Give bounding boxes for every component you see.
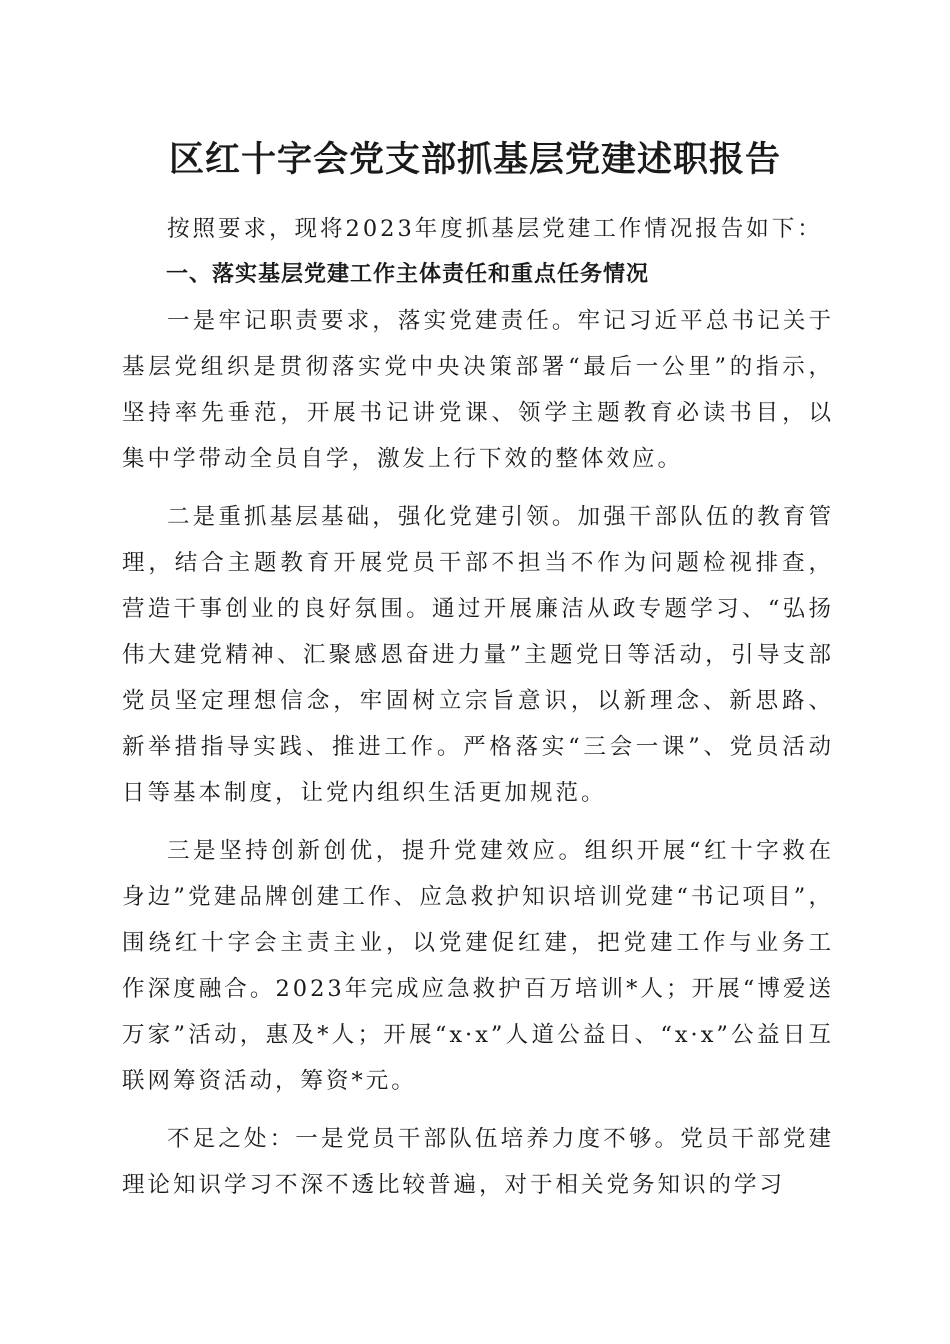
paragraph-2-text: 加强干部队伍的教育管理，结合主题教育开展党员干部不担当不作为问题检视排查，营造干事创业的良好氛围。通过开展廉洁从政专题学习、“弘扬伟大建党精神、汇聚感恩奋进力量”主题党日等活动，引导支部党员坚定理想信念，牢固树立宗旨意识，以新理念、新思路、新举措指导实践、推进工作。严格落实“三会一课”、党员活动日等基本制度，让党内组织生活更加规范。 <box>122 504 834 806</box>
intro-paragraph: 按照要求，现将2023年度抓基层党建工作情况报告如下： <box>167 216 823 242</box>
paragraph-1-text: 牢记习近平总书记关于基层党组织是贯彻落实党中央决策部署“最后一公里”的指示，坚持率先垂范，开展书记讲党课、领学主题教育必读书目，以集中学带动全员自学，激发上行下效的整体效应。 <box>122 308 834 472</box>
paragraph-1-lead: 一是牢记职责要求，落实党建责任。 <box>167 308 578 334</box>
document-title: 区红十字会党支部抓基层党建述职报告 <box>168 139 781 180</box>
paragraph-3-lead: 三是坚持创新创优，提升党建效应。 <box>167 838 585 864</box>
document-body <box>122 203 834 1208</box>
paragraph-3 <box>122 828 834 1104</box>
section-heading: 一、落实基层党建工作主体责任和重点任务情况 <box>166 262 650 287</box>
paragraph-2-lead: 二是重抓基层基础，强化党建引领。 <box>167 504 578 530</box>
paragraph-2 <box>122 494 834 816</box>
paragraph-3-text: 组织开展“红十字救在身边”党建品牌创建工作、应急救护知识培训党建“书记项目”，围绕红十字会主责主业，以党建促红建，把党建工作与业务工作深度融合。2023年完成应急救护百万培训*人；开展“博爱送万家”活动，惠及*人；开展“x·x”人道公益日、“x·x”公益日互联网筹资活动，筹资*元。 <box>122 838 834 1094</box>
paragraph-1 <box>122 298 834 482</box>
paragraph-4: 不足之处：一是党员干部队伍培养力度不够。党员干部党建理论知识学习不深不透比较普遍，对于相关党务知识的学习 <box>122 1126 834 1198</box>
